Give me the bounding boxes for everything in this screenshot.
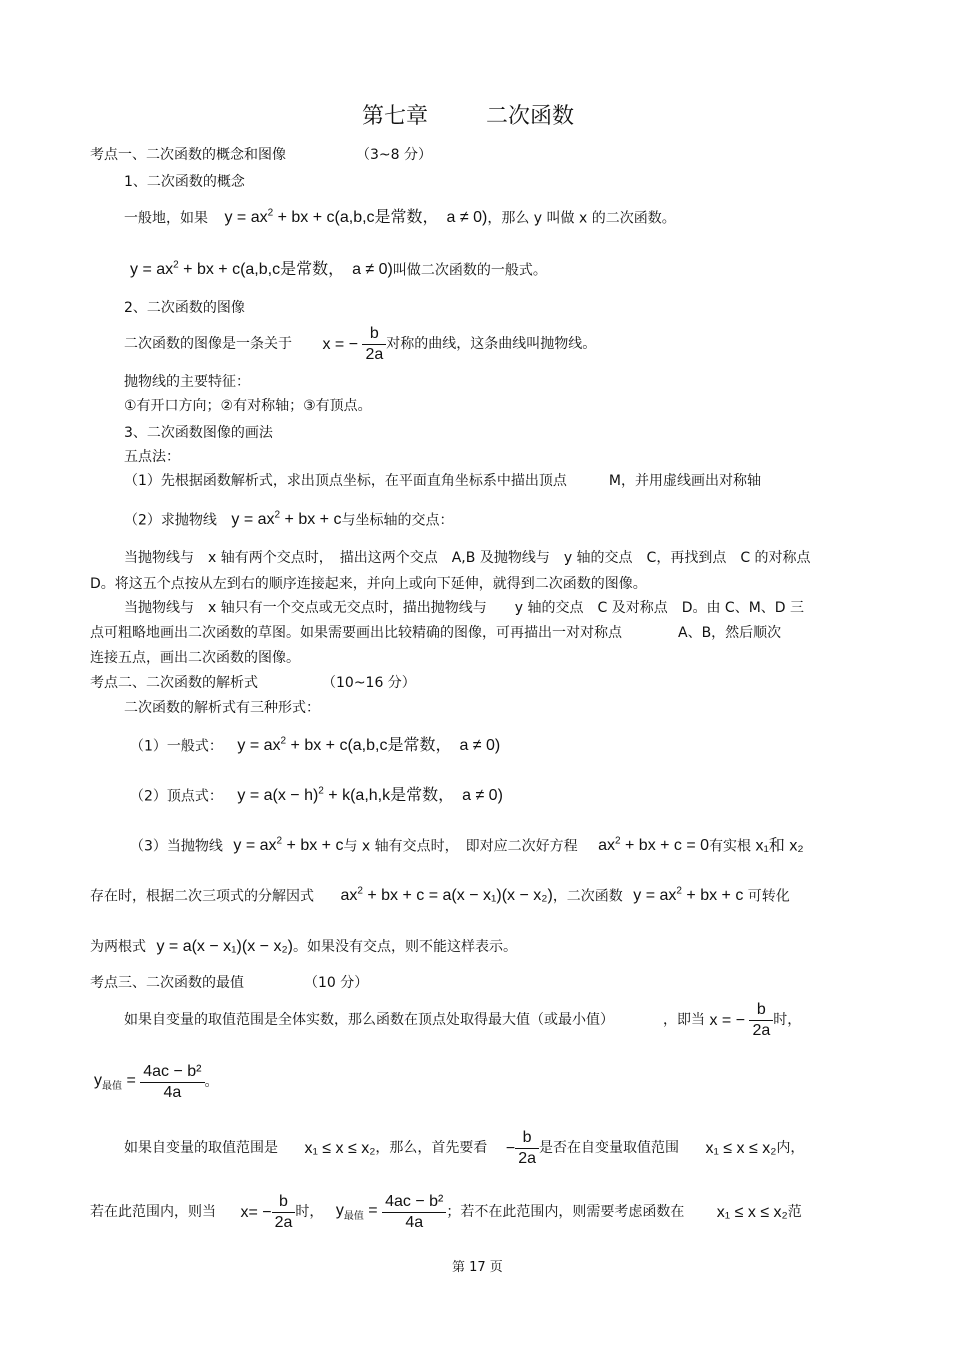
section-2-heading: 考点二、二次函数的解析式 （10~16 分） (90, 675, 416, 691)
fraction-extremum: $\frac{\text{4ac − b²}}{4a}$ (382, 1192, 446, 1233)
extremum-formula: $y_{最值}$ = $\frac{\text{4ac − b²}}{4a}$ 。 (94, 1063, 219, 1101)
five-point-label: 五点法： (124, 449, 180, 465)
extremum-line-2: 如果自变量的取值范围是 x₁ ≤ x ≤ x₂，那么，首先要看 − $\frac{b}{2a}$ 是否在自变量取值范围 x₁ ≤ x ≤ x₂内， (124, 1129, 805, 1167)
subsection-1-1: 1、二次函数的概念 (124, 174, 245, 190)
fraction-b-2a: $\frac{b}{2a}$ (749, 1000, 773, 1041)
extremum-line-3: 若在此范围内，则当 x= − $\frac{b}{2a}$ 时， $y_{最值}$ = $\frac{\text{4ac − b²}}{4a}$ ；若不在此范围内，则需要考虑函数在 x₁ ≤ x ≤ x₂范 (90, 1193, 802, 1231)
extremum-line-1: 如果自变量的取值范围是全体实数，那么函数在顶点处取得最大值（或最小值） ，即当 x = − $\frac{b}{2a}$ 时， (124, 1001, 802, 1039)
graph-line: 二次函数的图像是一条关于 x = − $\frac{b}{2a}$ 对称的曲线，这条曲线叫抛物线。 (124, 325, 597, 363)
fraction-b-2a: $\frac{b}{2a}$ (515, 1128, 539, 1169)
step-1: （1）先根据函数解析式，求出顶点坐标，在平面直角坐标系中描出顶点 M，并用虚线画出对称轴 (124, 473, 761, 489)
form-general: （1）一般式： $y = ax^2$ + bx + c(a,b,c是常数， a ≠ 0) (130, 736, 501, 755)
form-roots-line-1: （3）当抛物线 $y = ax^2$ + bx + c与 x 轴有交点时， 即对应二次好方程 $ax^2$ + bx + c = 0有实根 x₁和 x₂ (130, 836, 804, 855)
definition-line: 一般地，如果 $y = ax^2$ + bx + c(a,b,c是常数， a ≠ 0)，那么 y 叫做 x 的二次函数。 (124, 208, 676, 227)
step-2: （2）求抛物线 $y = ax^2$ + bx + c与坐标轴的交点： (124, 510, 454, 529)
section-3-heading: 考点三、二次函数的最值 （10 分） (90, 975, 369, 991)
page-number: 第 17 页 (452, 1260, 503, 1275)
paragraph-1-line-2: D。将这五个点按从左到右的顺序连接起来，并向上或向下延伸，就得到二次函数的图像。 (90, 576, 647, 592)
chapter-label: 第七章 (362, 104, 429, 129)
fraction-extremum: $\frac{\text{4ac − b²}}{4a}$ (140, 1062, 204, 1103)
feature-title: 抛物线的主要特征： (124, 374, 250, 390)
fraction-b-2a: $\frac{b}{2a}$ (272, 1192, 296, 1233)
form-vertex: （2）顶点式： $y = a(x - h)^2 + k(a,h,k$是常数， a ≠ 0) (130, 786, 503, 805)
fraction-b-2a: $\frac{b}{2a}$ (362, 324, 386, 365)
form-roots-line-3: 为两根式 y = a(x − x₁)(x − x₂)。如果没有交点，则不能这样表示。 (90, 938, 517, 955)
subsection-1-3: 3、二次函数图像的画法 (124, 425, 273, 441)
general-form-line: $y = ax^2$ + bx + c(a,b,c是常数， a ≠ 0)叫做二次函数的一般式。 (130, 260, 547, 279)
chapter-name: 二次函数 (486, 104, 575, 129)
subsection-1-2: 2、二次函数的图像 (124, 300, 245, 316)
paragraph-2-line-2: 点可粗略地画出二次函数的草图。如果需要画出比较精确的图像，可再描出一对对称点 A、B，然后顺次 (90, 625, 782, 641)
form-roots-line-2: 存在时，根据二次三项式的分解因式 $ax^2$ + bx + c = a(x − x₁)(x − x₂)，二次函数 $y = ax^2$ + bx + c 可转化 (90, 886, 790, 905)
paragraph-1-line-1: 当抛物线与 x 轴有两个交点时， 描出这两个交点 A,B 及抛物线与 y 轴的交点 C，再找到点 C 的对称点 (124, 550, 811, 566)
paragraph-2-line-3: 连接五点，画出二次函数的图像。 (90, 650, 300, 666)
paragraph-2-line-1: 当抛物线与 x 轴只有一个交点或无交点时，描出抛物线与 y 轴的交点 C 及对称点 D。由 C、M、D 三 (124, 600, 805, 616)
feature-list: ①有开口方向；②有对称轴；③有顶点。 (124, 398, 372, 414)
section-1-heading: 考点一、二次函数的概念和图像 （3~8 分） (90, 147, 432, 163)
page-title (362, 104, 574, 130)
section-2-intro: 二次函数的解析式有三种形式： (124, 700, 320, 716)
